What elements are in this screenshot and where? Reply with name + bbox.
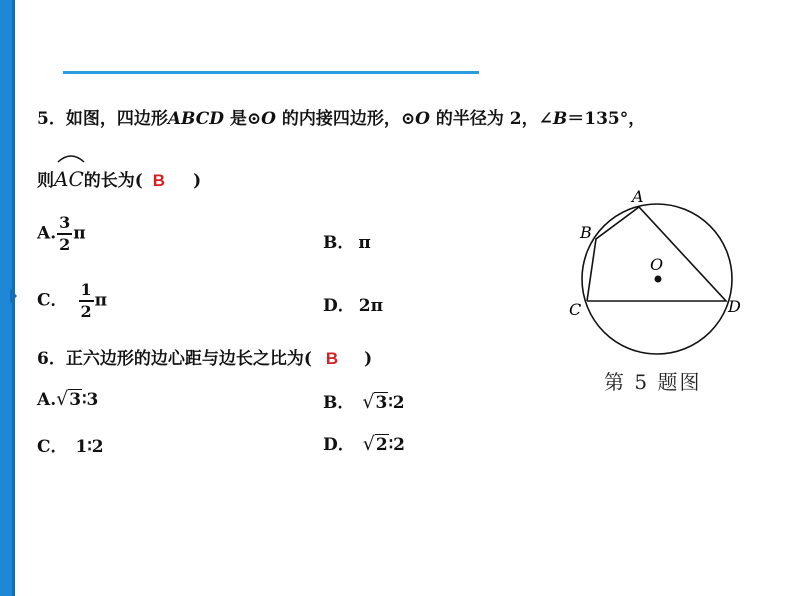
denominator: 2 [59, 234, 71, 254]
label-a: A [632, 187, 644, 206]
q5-stem-line1 [37, 104, 645, 129]
option-value: 1∶2 [75, 437, 104, 457]
q5-option-a [37, 215, 86, 253]
q6-option-a [37, 388, 98, 410]
arc-symbol-icon [56, 152, 86, 164]
ratio-rest: ∶3 [82, 390, 99, 410]
option-label: D． [323, 435, 355, 455]
q5-text: ＝135°， [567, 109, 646, 129]
ratio-rest: ∶2 [388, 393, 405, 413]
radicand: 2 [375, 435, 388, 455]
q5-text: 的内接四边形，⊙ [275, 109, 416, 129]
q5-abcd: ABCD [167, 109, 224, 129]
q5-text: 是⊙ [224, 109, 262, 129]
label-d: D [728, 297, 741, 316]
option-value: 2π [358, 296, 384, 316]
q5-answer: B [152, 171, 166, 190]
figure-caption: 第 5 题图 [604, 370, 702, 394]
sqrt: √3 [362, 391, 388, 413]
q6-stem [37, 344, 372, 369]
option-label: C． [37, 437, 68, 457]
pi: π [73, 223, 86, 244]
option-label: C． [37, 290, 68, 311]
fraction [57, 215, 72, 253]
q6-text: 正六边形的边心距与边长之比为( [65, 349, 312, 369]
option-label: A. [37, 390, 57, 410]
q5-option-b [323, 228, 371, 253]
label-c: C [569, 300, 582, 319]
numerator: 1 [80, 280, 92, 299]
option-value: π [358, 233, 371, 253]
numerator: 3 [59, 213, 71, 232]
q5-stem-line2 [37, 166, 201, 191]
q5-angle-b: B [552, 109, 568, 129]
header-divider [63, 71, 479, 74]
option-label: B． [323, 393, 355, 413]
q6-option-b [323, 388, 405, 413]
denominator: 2 [80, 301, 92, 321]
pi: π [94, 290, 108, 311]
q5-option-d [323, 291, 383, 316]
q5-text: 的半径为 2，∠ [429, 109, 553, 129]
label-b: B [580, 223, 592, 242]
q5-number: 5． [37, 109, 66, 129]
q6-option-c [37, 432, 104, 457]
q5-close: ) [193, 171, 202, 191]
q5-text: 如图，四边形 [65, 109, 168, 129]
q5-o: O [261, 109, 276, 129]
sqrt: √2 [362, 433, 388, 455]
fraction [79, 282, 94, 320]
q5-option-c [37, 282, 107, 320]
q5-then: 则 [37, 171, 54, 191]
q5-o: O [415, 109, 430, 129]
option-label: B． [323, 233, 355, 253]
left-accent-notch [10, 288, 17, 304]
label-o: O [650, 255, 664, 274]
sqrt: √3 [56, 388, 82, 410]
center-point-o [655, 276, 662, 283]
arc-ac [54, 167, 84, 191]
q6-close: ) [364, 349, 373, 369]
option-label: A. [37, 223, 57, 244]
radicand: 3 [375, 393, 388, 413]
option-label: D． [323, 296, 355, 316]
ratio-rest: ∶2 [388, 435, 405, 455]
q5-text: 的长为( [83, 171, 143, 191]
arc-label: AC [54, 167, 84, 191]
q6-answer: B [325, 349, 339, 368]
q6-number: 6． [37, 349, 66, 369]
radicand: 3 [69, 390, 82, 410]
q6-option-d [323, 430, 405, 455]
